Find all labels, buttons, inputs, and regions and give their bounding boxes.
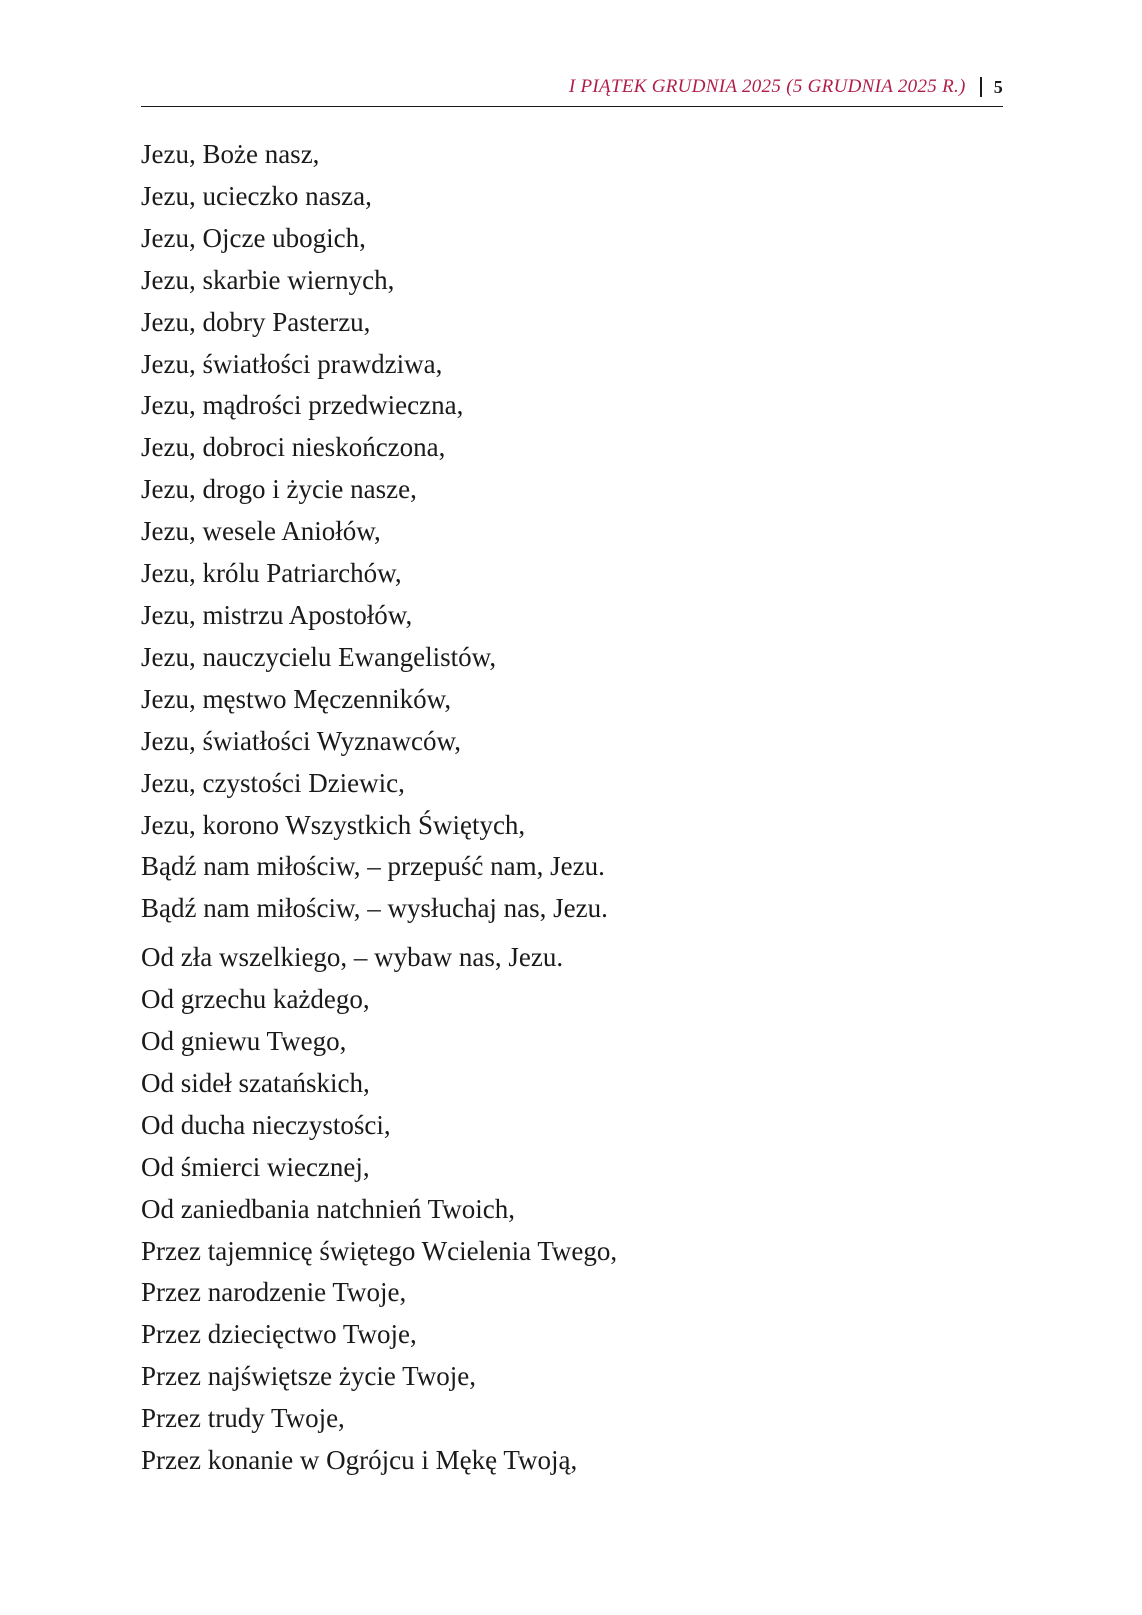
list-item: Przez tajemnicę świętego Wcielenia Twego, — [141, 1235, 618, 1266]
list-item: Od zaniedbania natchnień Twoich, — [141, 1193, 515, 1224]
list-item: Przez narodzenie Twoje, — [141, 1277, 407, 1308]
list-item: Jezu, nauczycielu Ewangelistów, — [141, 641, 497, 672]
list-item: Przez trudy Twoje, — [141, 1403, 345, 1434]
list-item: Jezu, mistrzu Apostołów, — [141, 599, 413, 630]
header-separator — [980, 77, 982, 97]
list-item: Jezu, męstwo Męczenników, — [141, 683, 452, 714]
list-item: Od gniewu Twego, — [141, 1026, 347, 1057]
header-title: I PIĄTEK GRUDNIA 2025 (5 GRUDNIA 2025 R.) — [568, 76, 966, 97]
jesus-invocations — [141, 134, 1003, 930]
list-item: Jezu, wesele Aniołów, — [141, 516, 381, 547]
header-rule — [141, 106, 1003, 107]
running-header — [141, 74, 1003, 100]
list-item: Jezu, dobry Pasterzu, — [141, 306, 371, 337]
list-item: Od ducha nieczystości, — [141, 1109, 391, 1140]
list-item: Przez konanie w Ogrójcu i Mękę Twoją, — [141, 1445, 578, 1476]
list-item: Jezu, królu Patriarchów, — [141, 558, 402, 589]
list-item: Od grzechu każdego, — [141, 984, 370, 1015]
list-item: Jezu, ucieczko nasza, — [141, 180, 372, 211]
litany-body — [141, 134, 1003, 1482]
list-item: Jezu, drogo i życie nasze, — [141, 474, 417, 505]
list-item: Jezu, światłości Wyznawców, — [141, 725, 462, 756]
deliverance-invocations — [141, 937, 1003, 1482]
list-item: Jezu, mądrości przedwieczna, — [141, 390, 464, 421]
list-item: Bądź nam miłościw, – wysłuchaj nas, Jezu. — [141, 893, 608, 924]
list-item: Jezu, światłości prawdziwa, — [141, 348, 443, 379]
list-item: Od zła wszelkiego, – wybaw nas, Jezu. — [141, 942, 564, 973]
list-item: Jezu, Boże nasz, — [141, 139, 320, 169]
list-item: Jezu, korono Wszystkich Świętych, — [141, 809, 526, 840]
list-item: Jezu, Ojcze ubogich, — [141, 222, 366, 253]
list-item: Przez dziecięctwo Twoje, — [141, 1319, 417, 1350]
list-item: Jezu, skarbie wiernych, — [141, 264, 395, 295]
list-item: Bądź nam miłościw, – przepuść nam, Jezu. — [141, 851, 605, 882]
list-item: Od sideł szatańskich, — [141, 1067, 370, 1098]
list-item: Przez najświętsze życie Twoje, — [141, 1361, 476, 1392]
list-item: Jezu, dobroci nieskończona, — [141, 432, 446, 463]
page-number: 5 — [993, 76, 1003, 97]
list-item: Od śmierci wiecznej, — [141, 1151, 370, 1182]
list-item: Jezu, czystości Dziewic, — [141, 767, 405, 798]
